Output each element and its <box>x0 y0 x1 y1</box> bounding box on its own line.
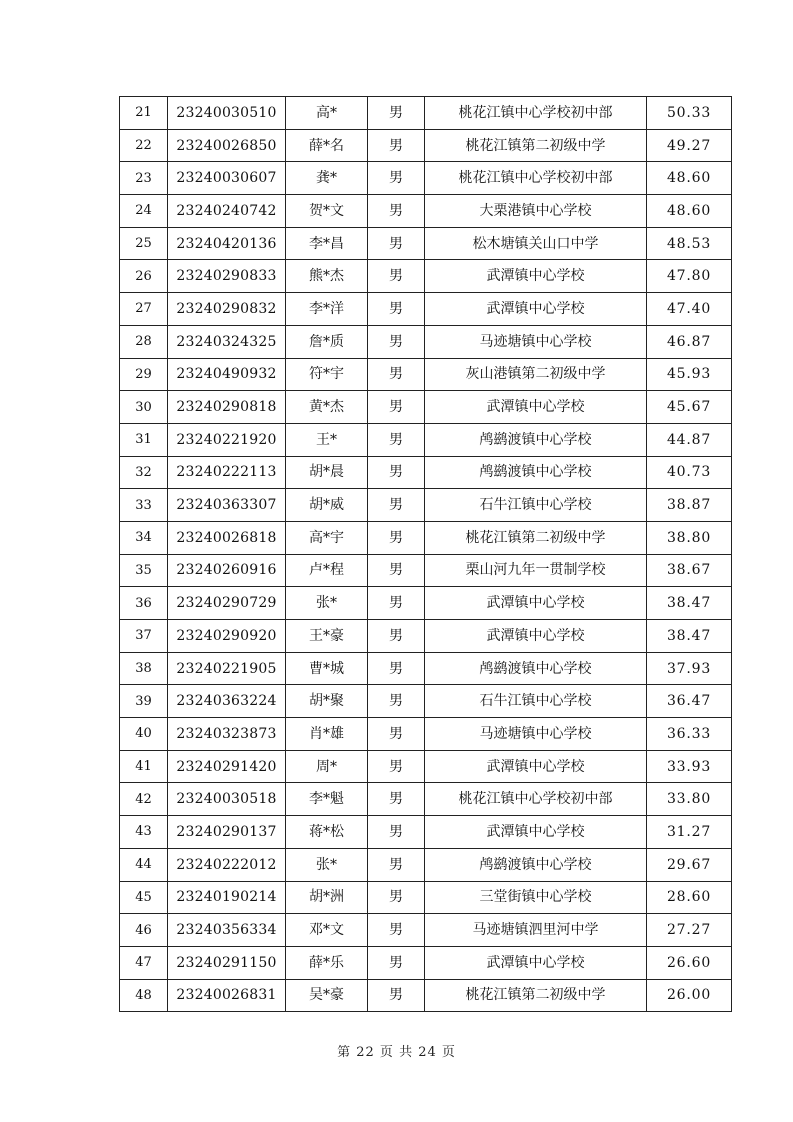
table-row <box>120 325 732 358</box>
row-number-cell: 35 <box>120 554 168 587</box>
student-name-cell: 熊*杰 <box>286 260 368 293</box>
student-name-cell: 胡*威 <box>286 489 368 522</box>
student-name-cell: 薛*名 <box>286 129 368 162</box>
gender-cell: 男 <box>368 783 425 816</box>
candidate-id-cell: 23240240742 <box>168 195 286 228</box>
gender-cell: 男 <box>368 195 425 228</box>
score-cell: 47.40 <box>647 293 732 326</box>
candidate-id-cell: 23240290833 <box>168 260 286 293</box>
score-cell: 38.87 <box>647 489 732 522</box>
row-number-cell: 40 <box>120 718 168 751</box>
student-name-cell: 张* <box>286 587 368 620</box>
student-name-cell: 李*魁 <box>286 783 368 816</box>
school-name-cell: 鸬鹚渡镇中心学校 <box>425 423 647 456</box>
school-name-cell: 桃花江镇中心学校初中部 <box>425 783 647 816</box>
student-name-cell: 周* <box>286 750 368 783</box>
candidate-id-cell: 23240356334 <box>168 914 286 947</box>
gender-cell: 男 <box>368 227 425 260</box>
student-name-cell: 邓*文 <box>286 914 368 947</box>
score-cell: 40.73 <box>647 456 732 489</box>
score-cell: 44.87 <box>647 423 732 456</box>
student-name-cell: 王* <box>286 423 368 456</box>
student-name-cell: 胡*晨 <box>286 456 368 489</box>
table-row <box>120 914 732 947</box>
table-row <box>120 195 732 228</box>
school-name-cell: 石牛江镇中心学校 <box>425 489 647 522</box>
table-row <box>120 979 732 1012</box>
school-name-cell: 鸬鹚渡镇中心学校 <box>425 456 647 489</box>
student-name-cell: 高*宇 <box>286 521 368 554</box>
table-row <box>120 946 732 979</box>
student-name-cell: 高* <box>286 97 368 130</box>
table-row <box>120 162 732 195</box>
candidate-id-cell: 23240190214 <box>168 881 286 914</box>
row-number-cell: 24 <box>120 195 168 228</box>
student-name-cell: 肖*雄 <box>286 718 368 751</box>
gender-cell: 男 <box>368 456 425 489</box>
gender-cell: 男 <box>368 750 425 783</box>
row-number-cell: 33 <box>120 489 168 522</box>
table-row <box>120 718 732 751</box>
row-number-cell: 26 <box>120 260 168 293</box>
student-name-cell: 符*宇 <box>286 358 368 391</box>
student-name-cell: 李*昌 <box>286 227 368 260</box>
table-row <box>120 783 732 816</box>
page-footer: 第 22 页 共 24 页 <box>337 1045 456 1060</box>
table-row <box>120 881 732 914</box>
row-number-cell: 45 <box>120 881 168 914</box>
school-name-cell: 武潭镇中心学校 <box>425 816 647 849</box>
table-row <box>120 391 732 424</box>
candidate-id-cell: 23240030607 <box>168 162 286 195</box>
gender-cell: 男 <box>368 423 425 456</box>
score-cell: 38.80 <box>647 521 732 554</box>
school-name-cell: 武潭镇中心学校 <box>425 750 647 783</box>
gender-cell: 男 <box>368 325 425 358</box>
gender-cell: 男 <box>368 293 425 326</box>
row-number-cell: 37 <box>120 620 168 653</box>
score-cell: 48.53 <box>647 227 732 260</box>
gender-cell: 男 <box>368 554 425 587</box>
school-name-cell: 栗山河九年一贯制学校 <box>425 554 647 587</box>
row-number-cell: 36 <box>120 587 168 620</box>
table-row <box>120 652 732 685</box>
school-name-cell: 马迹塘镇中心学校 <box>425 325 647 358</box>
score-cell: 38.47 <box>647 587 732 620</box>
row-number-cell: 30 <box>120 391 168 424</box>
candidate-id-cell: 23240221920 <box>168 423 286 456</box>
score-cell: 36.33 <box>647 718 732 751</box>
student-name-cell: 曹*城 <box>286 652 368 685</box>
row-number-cell: 21 <box>120 97 168 130</box>
student-name-cell: 胡*聚 <box>286 685 368 718</box>
candidate-id-cell: 23240324325 <box>168 325 286 358</box>
candidate-id-cell: 23240363307 <box>168 489 286 522</box>
results-table-body <box>120 97 732 1012</box>
score-cell: 37.93 <box>647 652 732 685</box>
gender-cell: 男 <box>368 881 425 914</box>
school-name-cell: 武潭镇中心学校 <box>425 260 647 293</box>
student-name-cell: 吴*豪 <box>286 979 368 1012</box>
score-cell: 49.27 <box>647 129 732 162</box>
candidate-id-cell: 23240221905 <box>168 652 286 685</box>
row-number-cell: 46 <box>120 914 168 947</box>
gender-cell: 男 <box>368 652 425 685</box>
gender-cell: 男 <box>368 946 425 979</box>
score-cell: 28.60 <box>647 881 732 914</box>
score-cell: 26.60 <box>647 946 732 979</box>
student-name-cell: 龚* <box>286 162 368 195</box>
gender-cell: 男 <box>368 129 425 162</box>
score-cell: 38.67 <box>647 554 732 587</box>
row-number-cell: 29 <box>120 358 168 391</box>
candidate-id-cell: 23240363224 <box>168 685 286 718</box>
table-row <box>120 521 732 554</box>
gender-cell: 男 <box>368 391 425 424</box>
row-number-cell: 41 <box>120 750 168 783</box>
candidate-id-cell: 23240490932 <box>168 358 286 391</box>
row-number-cell: 31 <box>120 423 168 456</box>
gender-cell: 男 <box>368 260 425 293</box>
school-name-cell: 大栗港镇中心学校 <box>425 195 647 228</box>
gender-cell: 男 <box>368 521 425 554</box>
school-name-cell: 桃花江镇中心学校初中部 <box>425 162 647 195</box>
score-cell: 29.67 <box>647 848 732 881</box>
gender-cell: 男 <box>368 848 425 881</box>
row-number-cell: 22 <box>120 129 168 162</box>
school-name-cell: 武潭镇中心学校 <box>425 620 647 653</box>
student-name-cell: 詹*质 <box>286 325 368 358</box>
student-name-cell: 李*洋 <box>286 293 368 326</box>
table-row <box>120 489 732 522</box>
school-name-cell: 马迹塘镇泗里河中学 <box>425 914 647 947</box>
student-name-cell: 薛*乐 <box>286 946 368 979</box>
table-row <box>120 227 732 260</box>
row-number-cell: 23 <box>120 162 168 195</box>
candidate-id-cell: 23240222113 <box>168 456 286 489</box>
gender-cell: 男 <box>368 97 425 130</box>
candidate-id-cell: 23240026831 <box>168 979 286 1012</box>
student-name-cell: 胡*洲 <box>286 881 368 914</box>
school-name-cell: 桃花江镇第二初级中学 <box>425 521 647 554</box>
table-row <box>120 358 732 391</box>
candidate-id-cell: 23240026850 <box>168 129 286 162</box>
candidate-id-cell: 23240290832 <box>168 293 286 326</box>
candidate-id-cell: 23240291420 <box>168 750 286 783</box>
score-cell: 27.27 <box>647 914 732 947</box>
school-name-cell: 武潭镇中心学校 <box>425 391 647 424</box>
table-row <box>120 260 732 293</box>
table-row <box>120 129 732 162</box>
score-cell: 33.93 <box>647 750 732 783</box>
student-name-cell: 王*豪 <box>286 620 368 653</box>
results-table <box>119 96 732 1012</box>
score-cell: 48.60 <box>647 195 732 228</box>
table-row <box>120 554 732 587</box>
row-number-cell: 28 <box>120 325 168 358</box>
gender-cell: 男 <box>368 162 425 195</box>
candidate-id-cell: 23240026818 <box>168 521 286 554</box>
table-row <box>120 685 732 718</box>
candidate-id-cell: 23240030518 <box>168 783 286 816</box>
score-cell: 50.33 <box>647 97 732 130</box>
school-name-cell: 桃花江镇第二初级中学 <box>425 129 647 162</box>
gender-cell: 男 <box>368 718 425 751</box>
row-number-cell: 38 <box>120 652 168 685</box>
table-row <box>120 750 732 783</box>
table-row <box>120 423 732 456</box>
score-cell: 48.60 <box>647 162 732 195</box>
gender-cell: 男 <box>368 587 425 620</box>
table-row <box>120 620 732 653</box>
candidate-id-cell: 23240291150 <box>168 946 286 979</box>
candidate-id-cell: 23240323873 <box>168 718 286 751</box>
score-cell: 33.80 <box>647 783 732 816</box>
student-name-cell: 黄*杰 <box>286 391 368 424</box>
gender-cell: 男 <box>368 685 425 718</box>
student-name-cell: 贺*文 <box>286 195 368 228</box>
row-number-cell: 34 <box>120 521 168 554</box>
candidate-id-cell: 23240290818 <box>168 391 286 424</box>
row-number-cell: 25 <box>120 227 168 260</box>
candidate-id-cell: 23240260916 <box>168 554 286 587</box>
table-row <box>120 456 732 489</box>
school-name-cell: 武潭镇中心学校 <box>425 587 647 620</box>
school-name-cell: 马迹塘镇中心学校 <box>425 718 647 751</box>
candidate-id-cell: 23240222012 <box>168 848 286 881</box>
score-cell: 36.47 <box>647 685 732 718</box>
candidate-id-cell: 23240290729 <box>168 587 286 620</box>
candidate-id-cell: 23240420136 <box>168 227 286 260</box>
row-number-cell: 43 <box>120 816 168 849</box>
table-row <box>120 293 732 326</box>
gender-cell: 男 <box>368 816 425 849</box>
gender-cell: 男 <box>368 620 425 653</box>
school-name-cell: 桃花江镇中心学校初中部 <box>425 97 647 130</box>
row-number-cell: 27 <box>120 293 168 326</box>
score-cell: 26.00 <box>647 979 732 1012</box>
gender-cell: 男 <box>368 489 425 522</box>
candidate-id-cell: 23240030510 <box>168 97 286 130</box>
row-number-cell: 48 <box>120 979 168 1012</box>
score-cell: 46.87 <box>647 325 732 358</box>
school-name-cell: 三堂街镇中心学校 <box>425 881 647 914</box>
school-name-cell: 石牛江镇中心学校 <box>425 685 647 718</box>
row-number-cell: 32 <box>120 456 168 489</box>
gender-cell: 男 <box>368 979 425 1012</box>
table-row <box>120 587 732 620</box>
school-name-cell: 桃花江镇第二初级中学 <box>425 979 647 1012</box>
row-number-cell: 42 <box>120 783 168 816</box>
score-cell: 45.67 <box>647 391 732 424</box>
student-name-cell: 卢*程 <box>286 554 368 587</box>
school-name-cell: 武潭镇中心学校 <box>425 293 647 326</box>
school-name-cell: 鸬鹚渡镇中心学校 <box>425 848 647 881</box>
school-name-cell: 灰山港镇第二初级中学 <box>425 358 647 391</box>
row-number-cell: 47 <box>120 946 168 979</box>
school-name-cell: 松木塘镇关山口中学 <box>425 227 647 260</box>
gender-cell: 男 <box>368 358 425 391</box>
school-name-cell: 鸬鹚渡镇中心学校 <box>425 652 647 685</box>
row-number-cell: 44 <box>120 848 168 881</box>
row-number-cell: 39 <box>120 685 168 718</box>
table-row <box>120 816 732 849</box>
student-name-cell: 张* <box>286 848 368 881</box>
score-cell: 38.47 <box>647 620 732 653</box>
table-row <box>120 848 732 881</box>
school-name-cell: 武潭镇中心学校 <box>425 946 647 979</box>
score-cell: 45.93 <box>647 358 732 391</box>
score-cell: 31.27 <box>647 816 732 849</box>
score-cell: 47.80 <box>647 260 732 293</box>
student-name-cell: 蒋*松 <box>286 816 368 849</box>
candidate-id-cell: 23240290920 <box>168 620 286 653</box>
table-row <box>120 97 732 130</box>
gender-cell: 男 <box>368 914 425 947</box>
candidate-id-cell: 23240290137 <box>168 816 286 849</box>
